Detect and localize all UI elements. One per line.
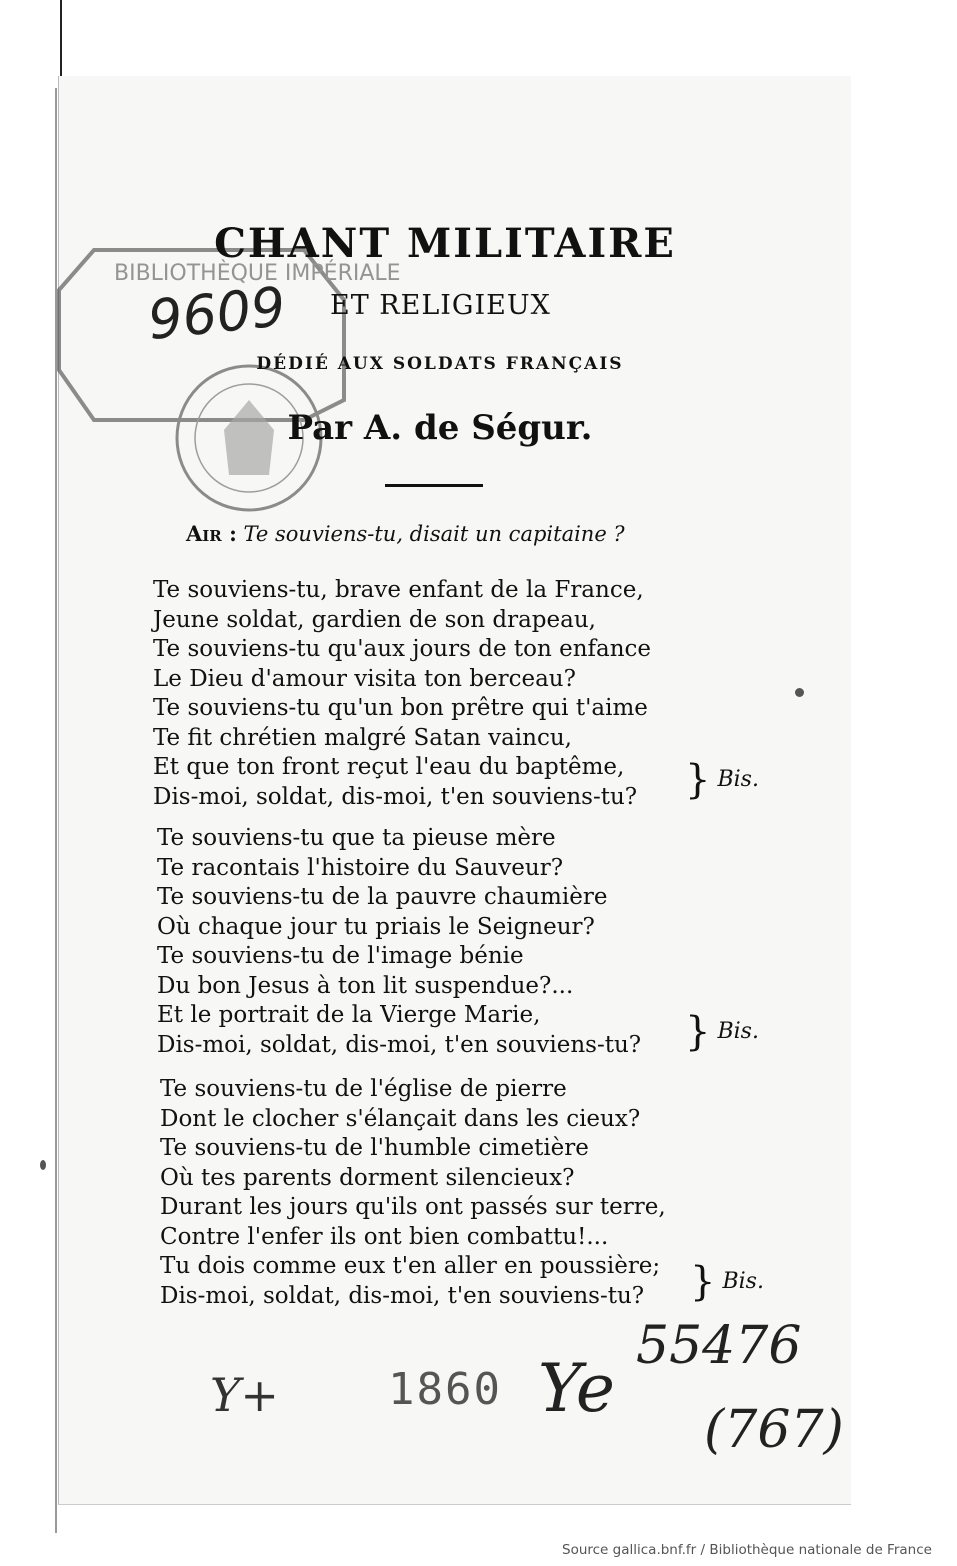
ink-speck — [795, 688, 804, 697]
author-line: Par A. de Ségur. — [287, 408, 593, 448]
refrain-line: Dis-moi, soldat, dis-moi, t'en souviens-tu? — [153, 783, 638, 810]
verse-line: Jeune soldat, gardien de son drapeau, — [153, 606, 596, 633]
verse-line: Te fit chrétien malgré Satan vaincu, — [153, 724, 572, 751]
dedication: DÉDIÉ AUX SOLDATS FRANÇAIS — [256, 354, 624, 374]
verse-line: Et que ton front reçut l'eau du baptême, — [153, 754, 625, 780]
verse-line: Te souviens-tu que ta pieuse mère — [157, 825, 556, 851]
bis-mark — [685, 1009, 759, 1055]
brace-icon: } — [685, 1009, 711, 1055]
verse-line: Te souviens-tu de l'humble cimetière — [160, 1135, 589, 1161]
verse-line: Et le portrait de la Vierge Marie, — [157, 1002, 541, 1028]
bis-label: Bis. — [722, 1269, 764, 1294]
air-title: Te souviens-tu, disait un capitaine ? — [243, 522, 625, 546]
air-label: Air : — [186, 521, 237, 546]
verse-line: Te souviens-tu, brave enfant de la France, — [153, 577, 644, 603]
stamp-text: BIBLIOTHÈQUE IMPÉRIALE — [114, 261, 401, 286]
air-line — [186, 520, 625, 548]
shelf-mark-year: 1860 — [388, 1364, 502, 1415]
verse-line: Dont le clocher s'élançait dans les cieux? — [160, 1105, 641, 1132]
subtitle: ET RELIGIEUX — [330, 290, 551, 321]
bis-label: Bis. — [717, 767, 759, 792]
refrain-line: Dis-moi, soldat, dis-moi, t'en souviens-tu? — [160, 1282, 645, 1309]
title-divider — [385, 484, 483, 487]
shelf-mark-number: 55476 — [636, 1316, 802, 1376]
verse-line: Du bon Jesus à ton lit suspendue?... — [157, 972, 574, 999]
refrain-line: Dis-moi, soldat, dis-moi, t'en souviens-tu? — [157, 1031, 642, 1058]
verse-line: Contre l'enfer ils ont bien combattu!... — [160, 1223, 609, 1250]
verse-line: Te souviens-tu de l'image bénie — [157, 943, 524, 969]
verse-line: Te souviens-tu qu'aux jours de ton enfance — [153, 636, 652, 662]
margin-rule-top — [60, 0, 62, 88]
verse-line: Où tes parents dorment silencieux? — [160, 1164, 575, 1191]
shelf-mark-paren: (767) — [704, 1400, 844, 1460]
bis-mark — [690, 1259, 764, 1305]
shelf-mark-ye: Ye — [538, 1350, 615, 1427]
brace-icon: } — [685, 757, 711, 803]
source-credit: Source gallica.bnf.fr / Bibliothèque nationale de France — [562, 1542, 932, 1558]
stanza-2 — [157, 824, 641, 1060]
verse-line: Te souviens-tu de la pauvre chaumière — [157, 884, 608, 910]
stanza-3 — [160, 1075, 666, 1311]
brace-icon: } — [690, 1259, 716, 1305]
bis-mark — [685, 757, 759, 803]
inventory-number: 9609 — [145, 274, 289, 353]
stanza-1 — [153, 576, 651, 812]
bis-label: Bis. — [717, 1019, 759, 1044]
shelf-mark-y: Y+ — [210, 1368, 279, 1422]
verse-line: Te souviens-tu de l'église de pierre — [160, 1076, 567, 1102]
verse-line: Te racontais l'histoire du Sauveur? — [157, 854, 564, 881]
verse-line: Le Dieu d'amour visita ton berceau? — [153, 665, 576, 692]
ink-speck — [40, 1160, 46, 1170]
page-title: CHANT MILITAIRE — [214, 220, 676, 267]
verse-line: Te souviens-tu qu'un bon prêtre qui t'aime — [153, 695, 648, 721]
verse-line: Tu dois comme eux t'en aller en poussière; — [160, 1253, 661, 1279]
verse-line: Durant les jours qu'ils ont passés sur terre, — [160, 1194, 666, 1220]
verse-line: Où chaque jour tu priais le Seigneur? — [157, 913, 595, 940]
